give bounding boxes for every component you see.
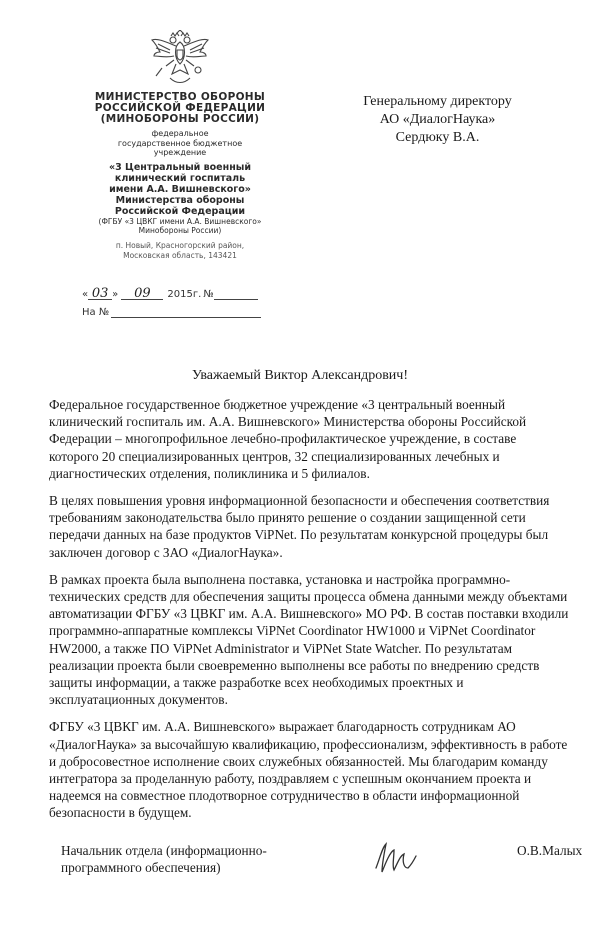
date-year: 2015г. bbox=[167, 289, 202, 300]
address-block bbox=[80, 241, 280, 261]
body-paragraph: В целях повышения уровня информационной безопасности и обеспечения соответствия требованиям законодательства было принято решение о создании защищенной сети передачи данных на базе продуктов ViPNet. По результатам конкурсной процедуры был заключен договор с ЗАО «ДиалогНаука». bbox=[49, 493, 550, 560]
date-day-field bbox=[88, 286, 112, 300]
hospital-name-line: «3 Центральный военный bbox=[108, 161, 252, 173]
ministry2-line: Министерства обороны bbox=[115, 194, 245, 206]
ministry-line: (МИНОБОРОНЫ РОССИИ) bbox=[100, 113, 260, 125]
position-line: Начальник отдела (информационно- bbox=[61, 843, 267, 858]
recipient-line: Сердюку В.А. bbox=[395, 130, 480, 145]
signatory-position bbox=[61, 842, 301, 876]
address-line: п. Новый, Красногорский район, bbox=[115, 240, 245, 250]
date-day: 03 bbox=[91, 286, 109, 301]
letterhead-stamp bbox=[80, 30, 280, 261]
date-month: 09 bbox=[134, 286, 151, 301]
number-field bbox=[214, 286, 258, 300]
handwritten-signature-icon bbox=[368, 838, 438, 878]
short-name-line: Минобороны России) bbox=[138, 225, 222, 235]
double-headed-eagle-emblem-icon bbox=[148, 30, 212, 88]
institution-type-line: учреждение bbox=[153, 148, 207, 157]
recipient-block bbox=[330, 93, 545, 147]
letter-body bbox=[49, 396, 569, 832]
ministry2-line: Российской Федерации bbox=[114, 205, 246, 217]
signatory-name: О.В.Малых bbox=[517, 843, 583, 858]
ministry-line: МИНИСТЕРСТВО ОБОРОНЫ bbox=[94, 91, 266, 103]
position-line: программного обеспечения) bbox=[61, 860, 221, 875]
hospital-name-line: клинический госпиталь bbox=[114, 172, 246, 184]
institution-type-line: государственное бюджетное bbox=[117, 138, 243, 148]
recipient-line: АО «ДиалогНаука» bbox=[379, 112, 496, 127]
salutation: Уважаемый Виктор Александрович! bbox=[192, 368, 408, 383]
number-label: № bbox=[203, 289, 214, 300]
reference-field bbox=[111, 304, 261, 318]
address-line: Московская область, 143421 bbox=[123, 250, 237, 260]
date-number-field: « 03 » 09 2015г. № На № bbox=[82, 282, 272, 318]
body-paragraph: Федеральное государственное бюджетное учреждение «3 центральный военный клинический госпиталь им. А.А. Вишневского» Министерства обороны Российской Федерации – многопрофильное лечебно-профилактическое учреждение, в составе которого 20 специализированных центров, 32 специализированных лечебных и диагностических отделения, поликлиника и 5 филиалов. bbox=[49, 397, 527, 481]
institution-type-line: федеральное bbox=[151, 129, 209, 138]
hospital-name-line: имени А.А. Вишневского» bbox=[109, 183, 251, 195]
date-month-field bbox=[121, 286, 163, 300]
reference-label: На № bbox=[82, 307, 110, 318]
ministry-line: РОССИЙСКОЙ ФЕДЕРАЦИИ bbox=[94, 102, 266, 114]
short-name-line: (ФГБУ «3 ЦВКГ имени А.А. Вишневского» bbox=[98, 216, 262, 226]
body-paragraph: В рамках проекта была выполнена поставка, установка и настройка программно-технических средств для обеспечения защиты процесса обмена данными между объектами автоматизации ФГБУ «3 ЦВКГ им. А.А. Вишневского» МО РФ. В состав поставки входили программно-аппаратные комплексы ViPNet Coordinator HW1000 и ViPNet Coordinator HW2000, а также ПО ViPNet Administrator и ViPNet State Watcher. По результатам реализации проекта были своевременно выполнены все работы по внедрению средств защиты информации, а также разработке всех необходимых проектных и эксплуатационных документов. bbox=[49, 571, 569, 708]
recipient-line: Генеральному директору bbox=[363, 94, 512, 109]
body-paragraph: ФГБУ «3 ЦВКГ им. А.А. Вишневского» выражает благодарность сотрудникам АО «ДиалогНаука» за высочайшую квалификацию, профессионализм, эффективность в работе и добросовестное исполнение своих служебных обязанностей. Мы благодарим команду интегратора за проделанную работу, поздравляем с успешным окончанием проекта и надеемся на совместное плодотворное сотрудничество в области информационной безопасности в будущем. bbox=[49, 719, 568, 821]
